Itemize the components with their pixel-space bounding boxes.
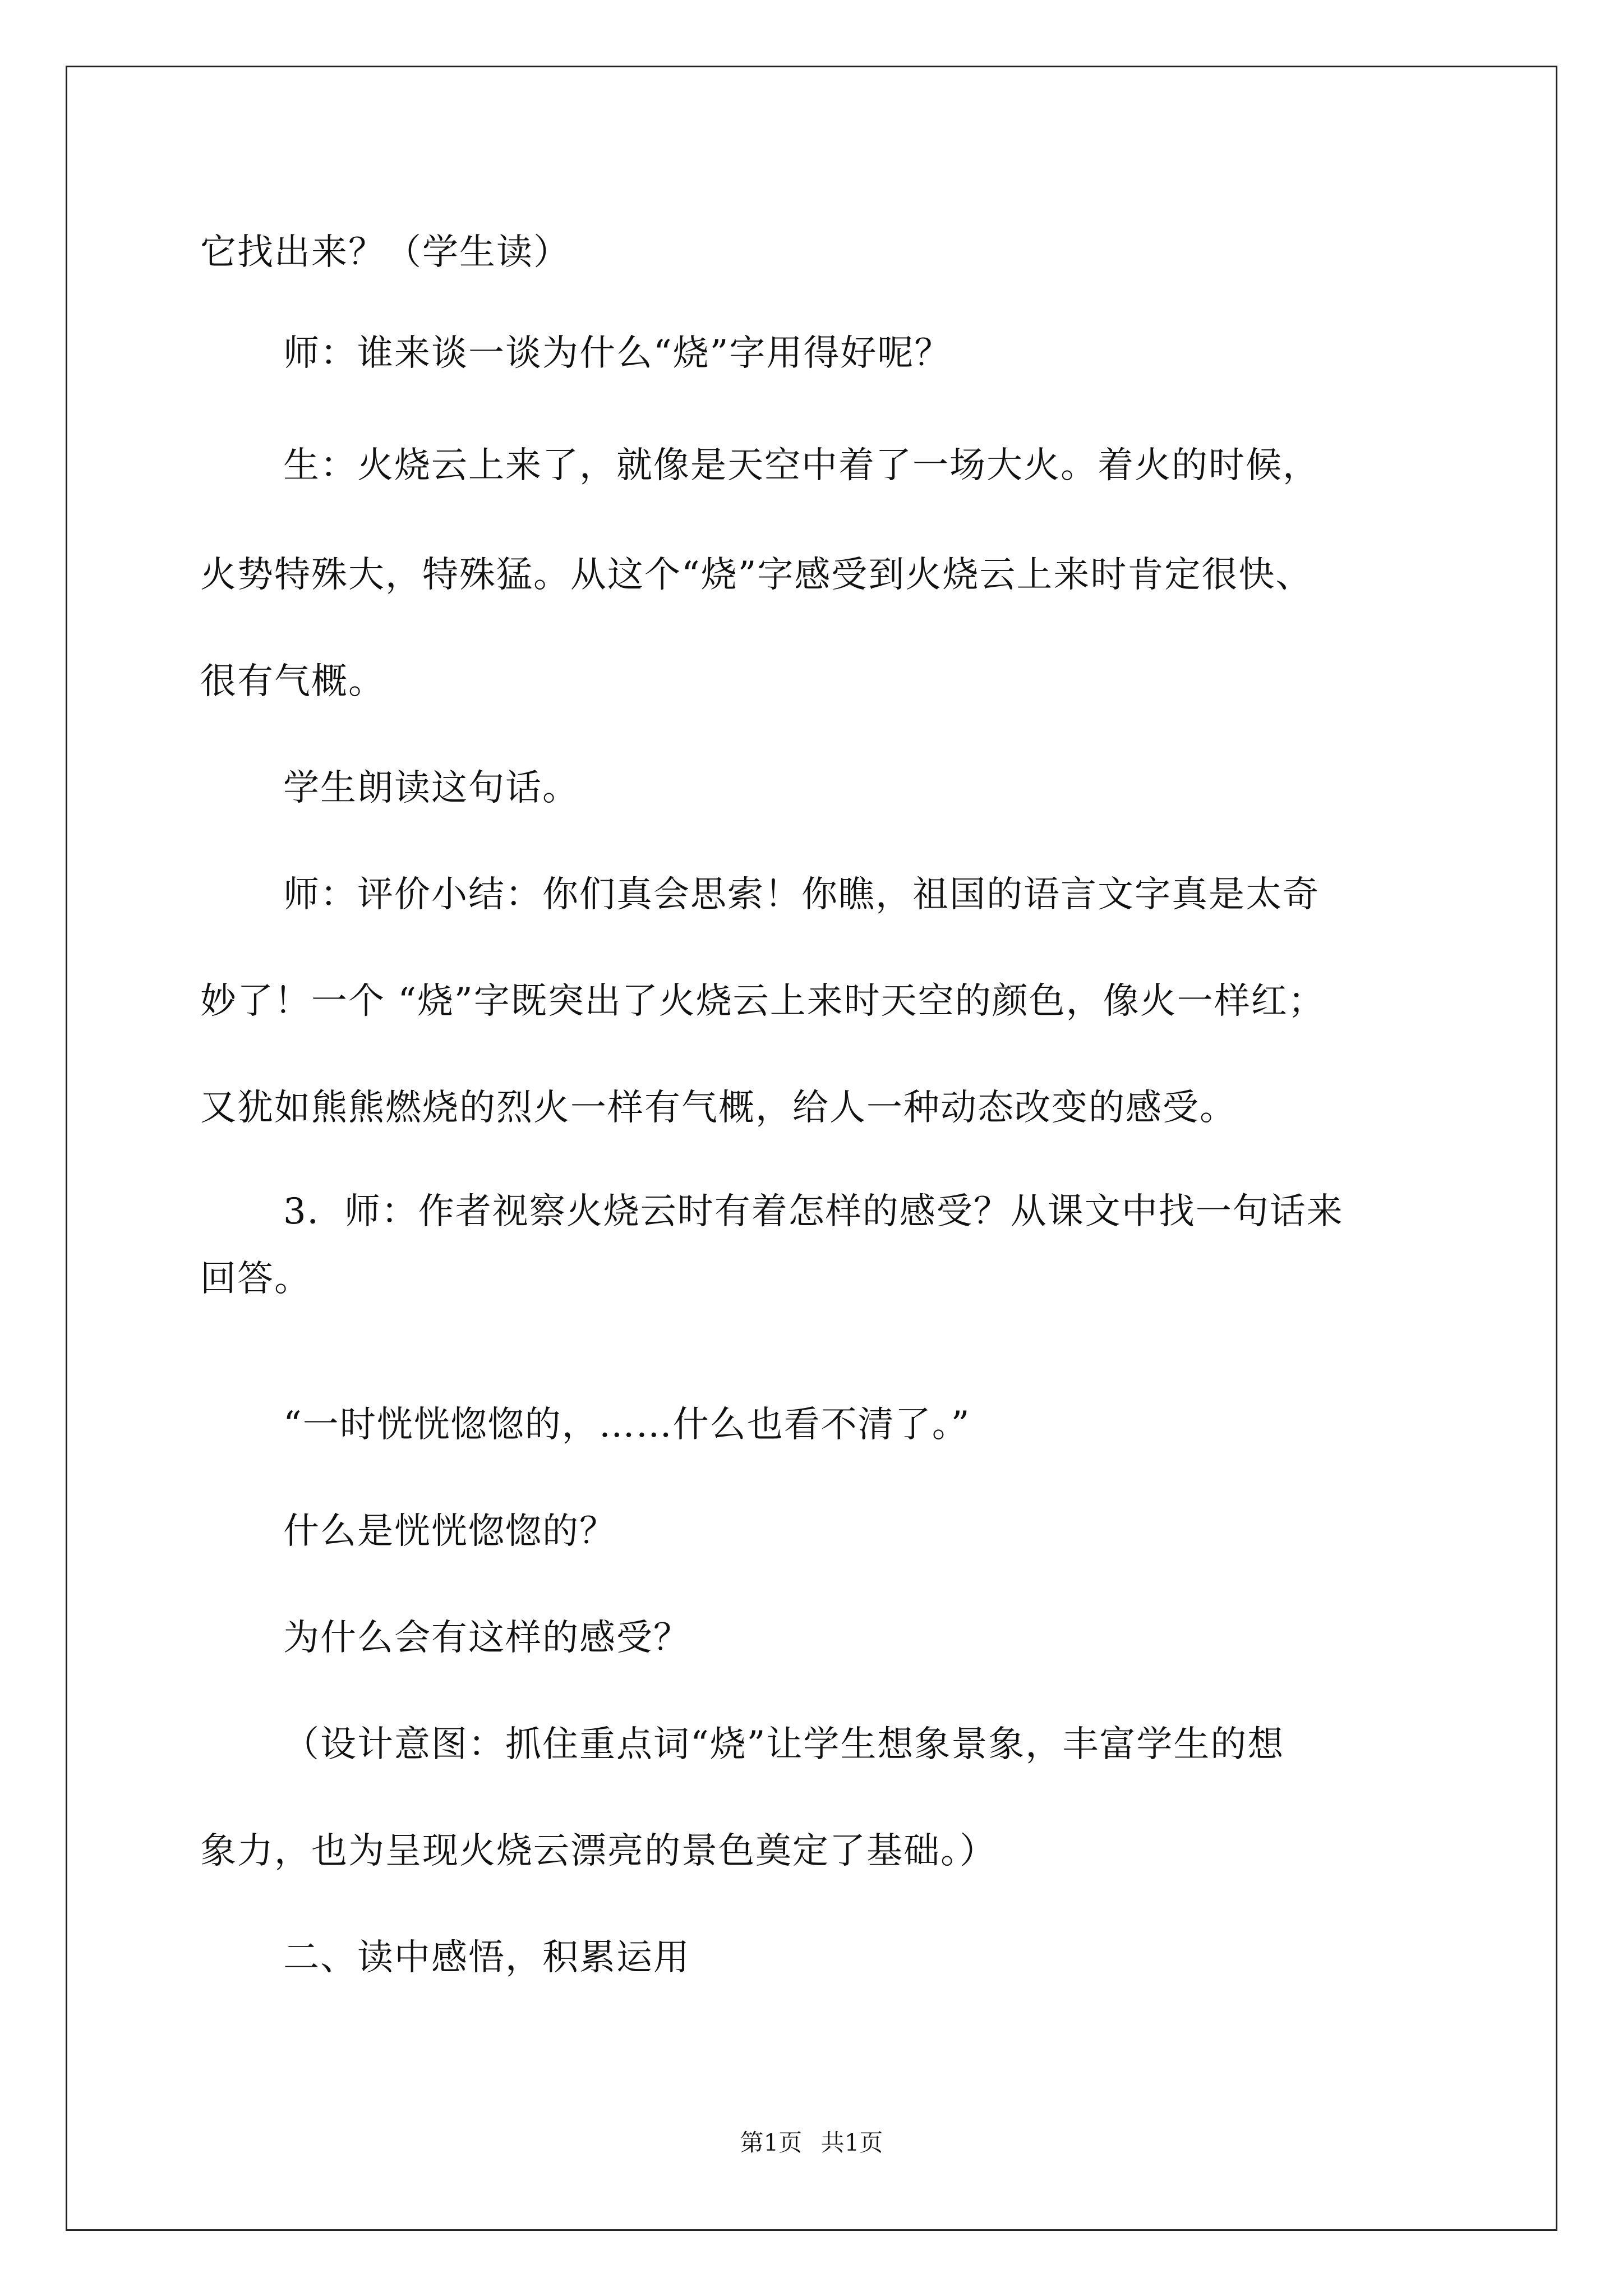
text-line: “一时恍恍惚惚的，……什么也看不清了。” [283,1404,971,1446]
page-total: 共1页 [820,2129,883,2156]
text-line: 学生朗读这句话。 [283,767,579,809]
text-line: 它找出来？（学生读） [200,232,570,273]
page-border [66,66,1557,2231]
text-line: 妙了！一个 “烧”字既突出了火烧云上来时天空的颜色，像火一样红； [200,981,1325,1022]
text-line: 师：谁来谈一谈为什么“烧”字用得好呢？ [283,333,952,374]
text-line: 火势特殊大，特殊猛。从这个“烧”字感受到火烧云上来时肯定很快、 [200,554,1313,596]
text-line: 二、读中感悟，积累运用 [283,1937,690,1978]
text-line: 很有气概。 [200,661,385,702]
text-line: 师：评价小结：你们真会思索！你瞧，祖国的语言文字真是太奇 [283,874,1320,915]
text-line: 象力，也为呈现火烧云漂亮的景色奠定了基础。） [200,1830,997,1872]
page-number: 第1页 [740,2129,803,2156]
text-line: 为什么会有这样的感受？ [283,1617,690,1659]
text-line: 生：火烧云上来了，就像是天空中着了一场大火。着火的时候， [283,445,1320,486]
text-line: 又犹如熊熊燃烧的烈火一样有气概，给人一种动态改变的感受。 [200,1087,1237,1129]
text-line: 什么是恍恍惚惚的？ [283,1511,616,1552]
text-line: 回答。 [200,1258,311,1300]
page-footer [0,2127,1623,2159]
text-line: 3．师：作者视察火烧云时有着怎样的感受？从课文中找一句话来 [283,1191,1344,1232]
text-line: （设计意图：抓住重点词“烧”让学生想象景象，丰富学生的想 [283,1724,1285,1765]
